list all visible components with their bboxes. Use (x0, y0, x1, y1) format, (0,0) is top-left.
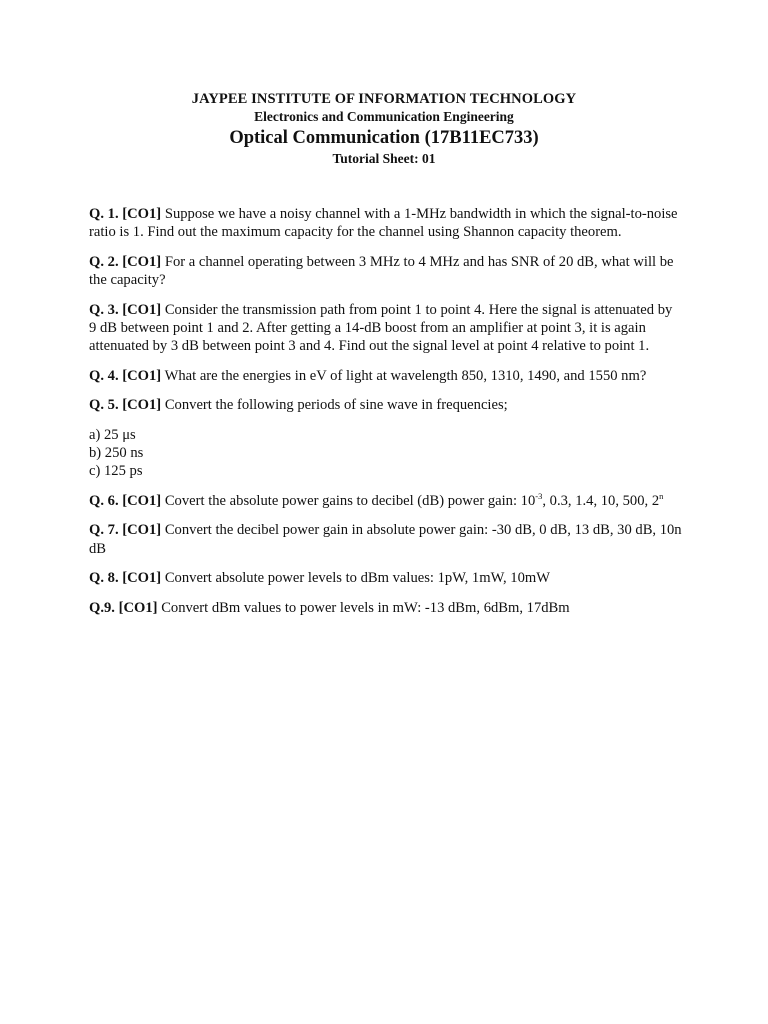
question-4 (89, 367, 683, 385)
course-outcome-tag: [CO1] (122, 522, 162, 539)
question-number: Q. 6. (89, 492, 119, 509)
option-item: c) 125 ps (89, 463, 143, 480)
question-text: Suppose we have a noisy channel with a 1-MHz bandwidth in which the signal-to-noise ratio is 1. Find out the maximum capacity for the channel using Shannon capacity theorem. (89, 206, 678, 241)
question-6 (89, 492, 683, 510)
question-number: Q. 4. (89, 367, 119, 384)
institute-name: JAYPEE INSTITUTE OF INFORMATION TECHNOLOGY (191, 91, 577, 107)
course-outcome-tag: [CO1] (122, 253, 162, 270)
question-number: Q. 7. (89, 522, 119, 539)
sheet-title: Tutorial Sheet: 01 (332, 151, 436, 166)
course-outcome-tag: [CO1] (122, 206, 162, 222)
question-number: Q. 2. (89, 253, 119, 270)
course-outcome-tag: [CO1] (122, 301, 162, 318)
question-7 (89, 521, 683, 558)
question-text: Convert the following periods of sine wave in frequencies; (164, 397, 508, 414)
question-2 (89, 253, 683, 290)
question-text: Convert dBm values to power levels in mW: -13 dBm, 6dBm, 17dBm (161, 599, 570, 616)
department-name: Electronics and Communication Engineering (254, 109, 514, 124)
superscript-exponent: -3 (535, 490, 543, 501)
question-9 (89, 599, 683, 617)
course-outcome-tag: [CO1] (122, 492, 162, 509)
question-number: Q.9. (89, 599, 115, 616)
question-8 (89, 569, 683, 587)
question-text: What are the energies in eV of light at wavelength 850, 1310, 1490, and 1550 nm? (164, 367, 647, 384)
course-outcome-tag: [CO1] (122, 397, 162, 414)
question-text: Convert the decibel power gain in absolute power gain: -30 dB, 0 dB, 13 dB, 30 dB, 10n dB (89, 522, 682, 557)
question-list (89, 205, 683, 628)
course-title: Optical Communication (17B11EC733) (229, 128, 539, 148)
option-item: a) 25 μs (89, 426, 136, 443)
document-header (0, 91, 768, 167)
question-text: Consider the transmission path from point 1 to point 4. Here the signal is attenuated by 9 dB between point 1 and 2. After getting a 14-dB boost from an amplifier at point 3, it is again attenuated by 3 dB between point 3 and 4. Find out the signal level at point 4 relative to point 1. (89, 301, 673, 355)
option-item: b) 250 ns (89, 445, 144, 462)
course-outcome-tag: [CO1] (118, 599, 158, 616)
course-outcome-tag: [CO1] (122, 570, 162, 587)
question-5 (89, 396, 683, 414)
question-number: Q. 5. (89, 397, 119, 414)
course-outcome-tag: [CO1] (122, 367, 162, 384)
question-5-options (89, 426, 683, 481)
question-text: Covert the absolute power gains to decibel (dB) power gain: 10 (164, 492, 536, 509)
superscript-exponent: n (659, 490, 664, 501)
question-text-continued: , 0.3, 1.4, 10, 500, 2 (542, 492, 660, 509)
question-number: Q. 3. (89, 301, 119, 318)
question-3 (89, 301, 683, 356)
question-text: Convert absolute power levels to dBm values: 1pW, 1mW, 10mW (164, 570, 551, 587)
question-text: For a channel operating between 3 MHz to 4 MHz and has SNR of 20 dB, what will be the capacity? (89, 253, 674, 289)
question-number: Q. 1. (89, 206, 119, 222)
question-number: Q. 8. (89, 570, 119, 587)
question-1 (89, 205, 683, 242)
